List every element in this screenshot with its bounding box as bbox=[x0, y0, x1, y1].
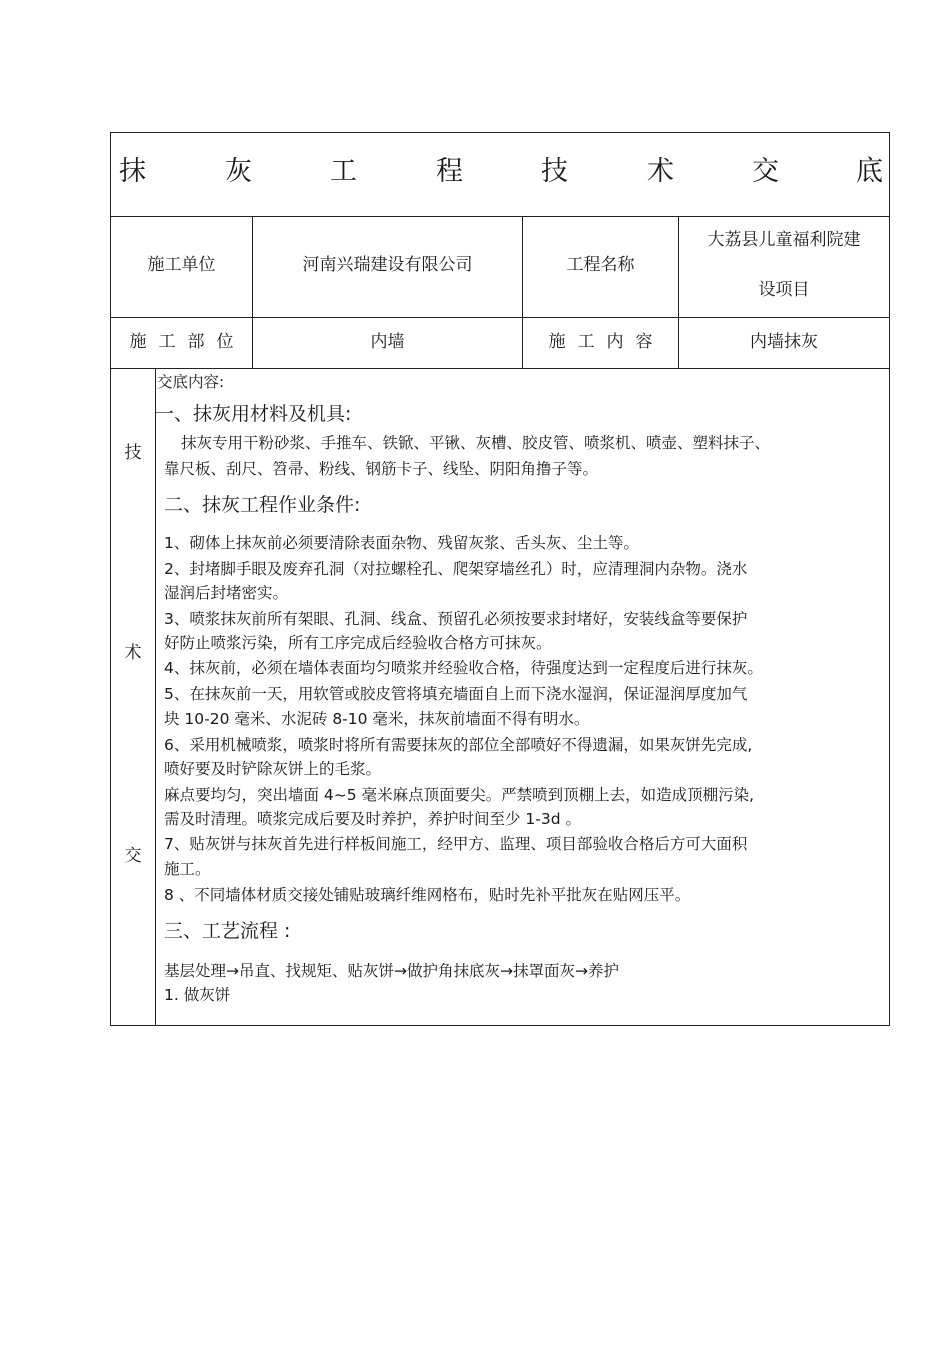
text-line: 好防止喷浆污染，所有工序完成后经验收合格方可抹灰。 bbox=[164, 634, 552, 652]
text-line: 麻点要均匀，突出墙面 4~5 毫米麻点顶面要尖。严禁喷到顶棚上去，如造成顶棚污染, bbox=[164, 786, 754, 804]
part-label-cell bbox=[111, 317, 252, 368]
unit-value-cell bbox=[252, 216, 522, 317]
project-label-cell bbox=[522, 216, 678, 317]
title-char: 灰 bbox=[225, 156, 252, 187]
disclosure-body bbox=[111, 368, 889, 1025]
text-line: 8 、不同墙体材质交接处铺贴玻璃纤维网格布，贴时先补平批灰在贴网压平。 bbox=[164, 886, 691, 904]
part-label: 施工部位 bbox=[129, 332, 246, 352]
text-line: 1、砌体上抹灰前必须要清除表面杂物、残留灰浆、舌头灰、尘土等。 bbox=[164, 534, 639, 552]
title-char: 工 bbox=[330, 156, 357, 187]
content-label-cell bbox=[522, 317, 678, 368]
text-line: 抹灰专用干粉砂浆、手推车、铁锨、平锹、灰槽、胶皮管、喷浆机、喷壶、塑料抹子、 bbox=[181, 434, 771, 452]
part-value: 内墙 bbox=[370, 332, 405, 352]
text-line: 靠尺板、刮尺、笤帚、粉线、钢筋卡子、线坠、阴阳角撸子等。 bbox=[164, 460, 599, 478]
project-value-line1: 大荔县儿童福利院建 bbox=[707, 230, 861, 250]
text-line: 施工。 bbox=[164, 860, 211, 878]
text-line: 3、喷浆抹灰前所有架眼、孔洞、线盒、预留孔必须按要求封堵好，安装线盒等要保护 bbox=[164, 610, 748, 628]
part-value-cell bbox=[252, 317, 522, 368]
title-char: 术 bbox=[647, 156, 674, 187]
text-line: 块 10-20 毫米、水泥砖 8-10 毫米，抹灰前墙面不得有明水。 bbox=[164, 710, 590, 728]
header-row-unit bbox=[111, 216, 889, 318]
text-line: 1. 做灰饼 bbox=[164, 986, 231, 1004]
text-line: 7、贴灰饼与抹灰首先进行样板间施工，经甲方、监理、项目部验收合格后方可大面积 bbox=[164, 835, 748, 853]
unit-label: 施工单位 bbox=[147, 255, 216, 275]
title-char: 技 bbox=[541, 156, 568, 187]
content-value-cell bbox=[678, 317, 889, 368]
text-line: 基层处理→吊直、找规矩、贴灰饼→做护角抹底灰→抹罩面灰→养护 bbox=[164, 962, 619, 980]
content-intro: 交底内容: bbox=[157, 373, 225, 391]
text-line: 4、抹灰前，必须在墙体表面均匀喷浆并经验收合格，待强度达到一定程度后进行抹灰。 bbox=[164, 659, 763, 677]
section-title: 二、抹灰工程作业条件: bbox=[164, 494, 361, 516]
text-line: 5、在抹灰前一天，用软管或胶皮管将填充墙面自上而下浇水湿润，保证湿润厚度加气 bbox=[164, 685, 748, 703]
section-title: 一、抹灰用材料及机具: bbox=[155, 403, 352, 425]
unit-value: 河南兴瑞建设有限公司 bbox=[302, 255, 473, 275]
title-char: 程 bbox=[436, 156, 463, 187]
section-title: 三、工艺流程 : bbox=[164, 920, 291, 942]
content-value: 内墙抹灰 bbox=[750, 332, 818, 352]
text-line: 喷好要及时铲除灰饼上的毛浆。 bbox=[164, 760, 382, 778]
title-row bbox=[111, 133, 889, 217]
disclosure-table bbox=[110, 132, 890, 1026]
content-label: 施工内容 bbox=[548, 332, 665, 352]
project-value-line2: 设项目 bbox=[758, 280, 810, 300]
side-label-column bbox=[111, 368, 156, 1025]
header-row-part bbox=[111, 317, 889, 369]
text-line: 湿润后封堵密实。 bbox=[164, 584, 289, 602]
project-label: 工程名称 bbox=[566, 255, 635, 275]
text-line: 2、封堵脚手眼及废弃孔洞（对拉螺栓孔、爬架穿墙丝孔）时，应清理洞内杂物。浇水 bbox=[164, 560, 748, 578]
unit-label-cell bbox=[111, 216, 252, 317]
side-char: 技 bbox=[124, 443, 142, 463]
disclosure-content bbox=[155, 368, 889, 1025]
side-char: 术 bbox=[124, 643, 142, 663]
text-line: 6、采用机械喷浆，喷浆时将所有需要抹灰的部位全部喷好不得遗漏，如果灰饼先完成, bbox=[164, 736, 753, 754]
side-char: 交 bbox=[124, 846, 142, 866]
title-char: 交 bbox=[752, 156, 779, 187]
text-line: 需及时清理。喷浆完成后要及时养护，养护时间至少 1-3d 。 bbox=[164, 810, 582, 828]
title-char: 抹 bbox=[119, 156, 146, 187]
project-value-cell bbox=[678, 216, 889, 317]
title-char: 底 bbox=[856, 156, 883, 187]
